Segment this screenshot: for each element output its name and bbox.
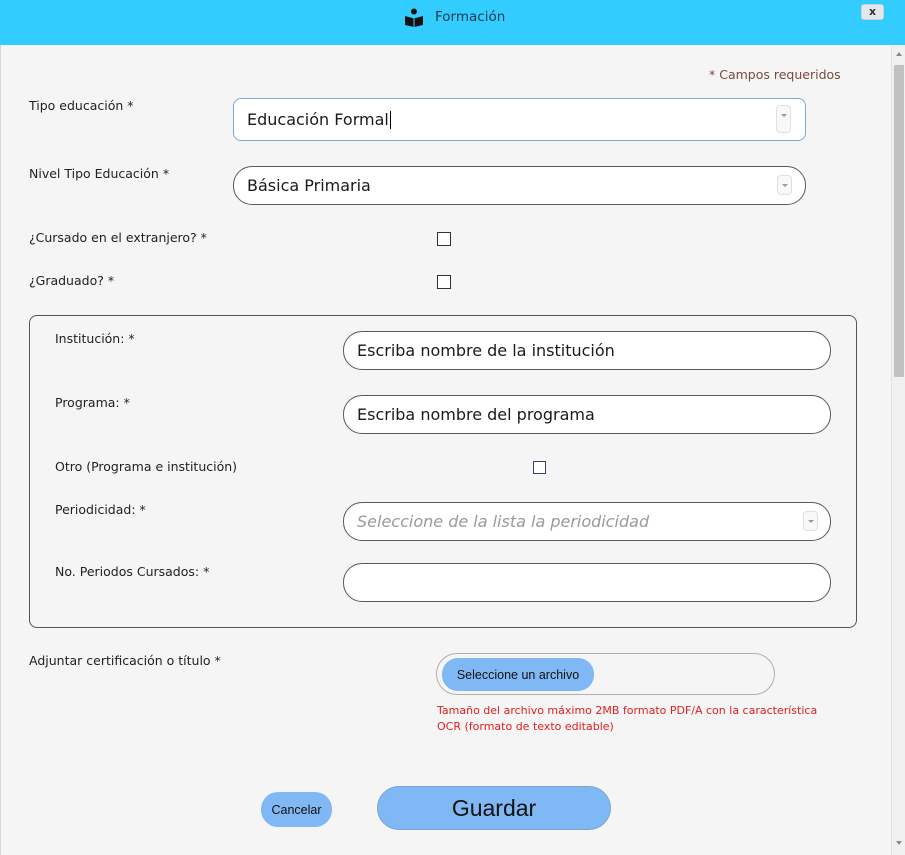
institucion-input[interactable] <box>343 331 831 370</box>
text-caret <box>390 111 391 129</box>
cancel-button[interactable]: Cancelar <box>261 792 332 827</box>
scroll-down-arrow-icon[interactable] <box>896 841 902 845</box>
periodos-cursados-label: No. Periodos Cursados: * <box>55 564 210 579</box>
otro-checkbox[interactable] <box>533 461 546 474</box>
periodicidad-label: Periodicidad: * <box>55 502 146 517</box>
otro-label: Otro (Programa e institución) <box>55 459 238 474</box>
extranjero-label: ¿Cursado en el extranjero? * <box>29 230 207 245</box>
periodicidad-placeholder: Seleccione de la lista la periodicidad <box>357 512 650 531</box>
tipo-educacion-label: Tipo educación * <box>29 98 134 113</box>
programa-value: Escriba nombre del programa <box>357 405 595 424</box>
periodicidad-select[interactable] <box>343 502 831 541</box>
programa-label: Programa: * <box>55 395 130 410</box>
graduado-label: ¿Graduado? * <box>29 273 115 288</box>
dialog-title-wrap <box>404 6 505 28</box>
dialog-titlebar <box>0 0 905 45</box>
dialog-title: Formación <box>435 9 506 25</box>
extranjero-checkbox[interactable] <box>437 232 451 246</box>
institucion-label: Institución: * <box>55 331 135 346</box>
chevron-down-icon[interactable] <box>803 511 818 531</box>
close-button[interactable]: x <box>861 4 884 20</box>
nivel-tipo-educacion-label: Nivel Tipo Educación * <box>29 166 170 181</box>
institucion-value: Escriba nombre de la institución <box>357 341 615 360</box>
programa-input[interactable] <box>343 395 831 434</box>
chevron-down-icon[interactable] <box>777 175 792 195</box>
save-button[interactable]: Guardar <box>377 786 611 830</box>
choose-file-button[interactable]: Seleccione un archivo <box>442 658 594 691</box>
required-fields-note: * Campos requeridos <box>709 67 841 82</box>
tipo-educacion-select[interactable] <box>233 98 806 141</box>
chevron-down-icon[interactable] <box>776 105 791 133</box>
nivel-tipo-educacion-select[interactable] <box>233 166 806 205</box>
reading-book-icon <box>404 7 424 27</box>
nivel-tipo-educacion-value: Básica Primaria <box>247 176 371 195</box>
tipo-educacion-value: Educación Formal <box>247 110 389 129</box>
vertical-scrollbar[interactable] <box>891 45 905 855</box>
graduado-checkbox[interactable] <box>437 275 451 289</box>
adjuntar-label: Adjuntar certificación o título * <box>29 653 221 668</box>
scrollbar-thumb[interactable] <box>894 65 904 377</box>
scroll-up-arrow-icon[interactable] <box>896 52 902 56</box>
periodos-cursados-input[interactable] <box>343 563 831 602</box>
file-size-note: Tamaño del archivo máximo 2MB formato PDF/A con la característica OCR (formato de texto editable) <box>437 704 818 733</box>
